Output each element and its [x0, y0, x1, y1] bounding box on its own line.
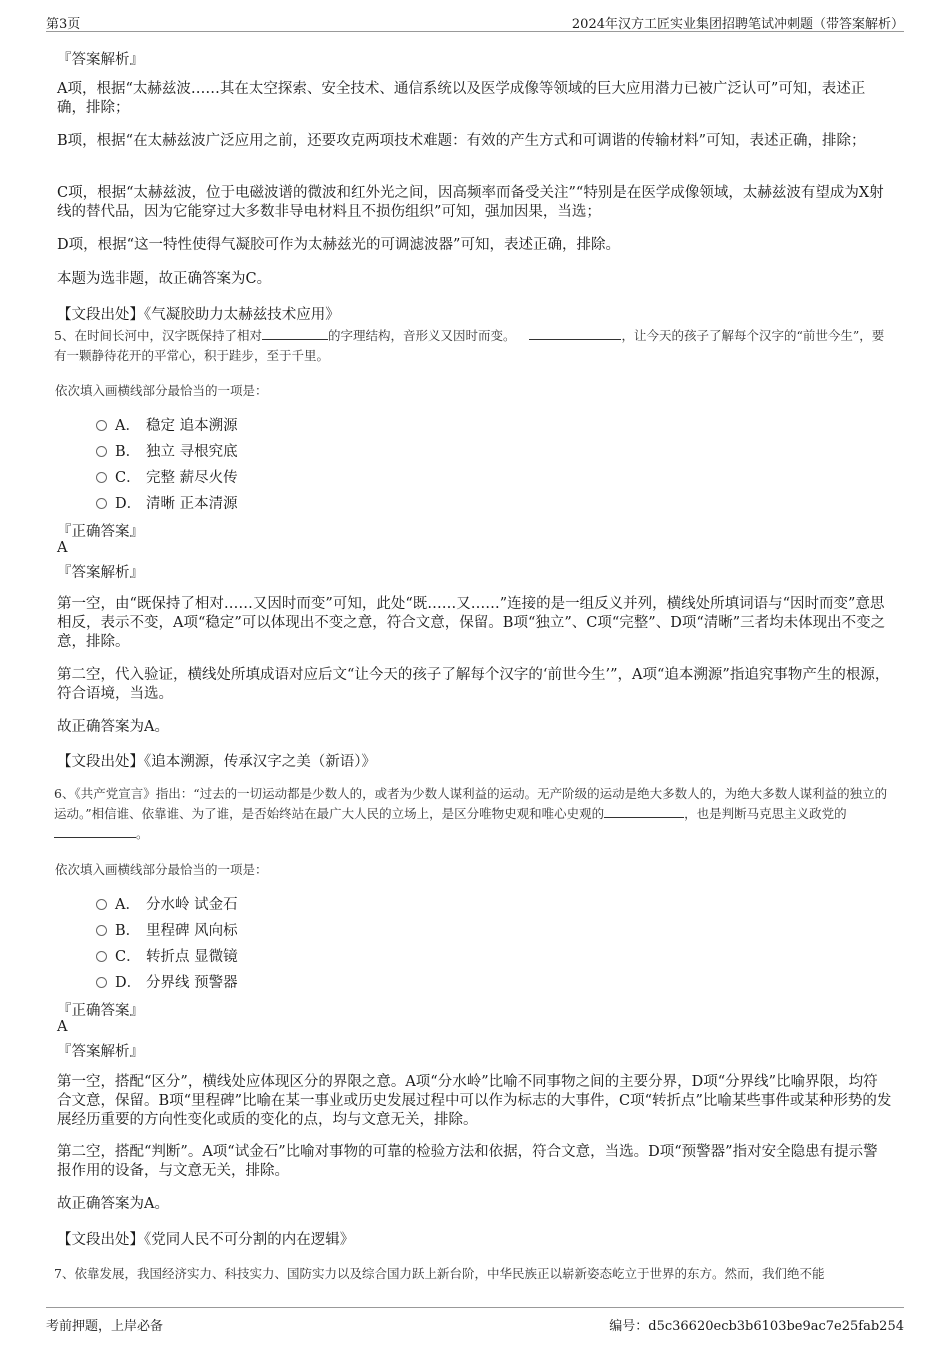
- source-citation: 【文段出处】《党同人民不可分割的内在逻辑》: [57, 1232, 355, 1248]
- analysis-conclusion: 故正确答案为A。: [57, 1196, 169, 1212]
- question-text: 。: [136, 826, 149, 841]
- blank-2: [529, 327, 621, 340]
- analysis-paragraph: 第二空，代入验证，横线处所填成语对应后文“让今天的孩子了解每个汉字的‘前世今生’”，A项“追本溯源”指追究事物产生的根源，符合语境，当选。: [57, 667, 890, 702]
- option-a[interactable]: A． 分水岭 试金石: [96, 892, 238, 914]
- radio-icon[interactable]: [96, 977, 107, 988]
- question-text: ，也是判断马克思主义政党的: [684, 806, 847, 821]
- option-a[interactable]: A． 稳定 追本溯源: [96, 413, 238, 435]
- question-prompt: 依次填入画横线部分最恰当的一项是：: [55, 383, 268, 398]
- footer-slogan: 考前押题，上岸必备: [46, 1319, 164, 1334]
- analysis-paragraph: D项，根据“这一特性使得气凝胶可作为太赫兹光的可调滤波器”可知，表述正确，排除。: [57, 237, 620, 253]
- page-footer: [46, 1307, 904, 1337]
- analysis-paragraph: C项，根据“太赫兹波，位于电磁波谱的微波和红外光之间，因高频率而备受关注”“特别是在医学成像领域，太赫兹波有望成为X射线的替代品，因为它能穿过大多数非导电材料且不损伤组织”可知，强加因果，当选；: [57, 185, 884, 220]
- question-text: ，让今天的孩子了解每个汉字的“前世今生”，要有一颗静待花开的平常心，积于跬步，至于千里。: [54, 328, 885, 363]
- correct-answer: A: [57, 540, 68, 556]
- question-text: 的字理结构，音形义又因时而变。: [327, 328, 516, 343]
- page-number: 第3页: [46, 17, 81, 32]
- radio-icon[interactable]: [96, 951, 107, 962]
- document-title: 2024年汉方工匠实业集团招聘笔试冲刺题（带答案解析）: [571, 17, 904, 32]
- radio-icon[interactable]: [96, 446, 107, 457]
- option-c[interactable]: C． 转折点 显微镜: [96, 944, 238, 966]
- question-7-stem: 7、依靠发展，我国经济实力、科技实力、国防实力以及综合国力跃上新台阶，中华民族正以崭新姿态屹立于世界的东方。然而，我们绝不能: [54, 1266, 825, 1281]
- blank-1: [604, 805, 684, 818]
- analysis-conclusion: 故正确答案为A。: [57, 719, 169, 735]
- analysis-paragraph: B项，根据“在太赫兹波广泛应用之前，还要攻克两项技术难题：有效的产生方式和可调谐的传输材料”可知，表述正确，排除；: [57, 133, 866, 149]
- analysis-label: 『答案解析』: [57, 1044, 144, 1060]
- option-b[interactable]: B． 独立 寻根究底: [96, 439, 238, 461]
- radio-icon[interactable]: [96, 925, 107, 936]
- radio-icon[interactable]: [96, 498, 107, 509]
- option-b[interactable]: B． 里程碑 风向标: [96, 918, 238, 940]
- radio-icon[interactable]: [96, 420, 107, 431]
- option-d[interactable]: D． 清晰 正本清源: [96, 491, 238, 513]
- radio-icon[interactable]: [96, 472, 107, 483]
- option-c[interactable]: C． 完整 薪尽火传: [96, 465, 238, 487]
- analysis-label: 『答案解析』: [57, 565, 144, 581]
- correct-answer-label: 『正确答案』: [57, 524, 144, 540]
- analysis-label: 『答案解析』: [57, 52, 144, 68]
- question-prompt: 依次填入画横线部分最恰当的一项是：: [55, 862, 268, 877]
- question-text: 6、《共产党宣言》指出：“过去的一切运动都是少数人的，或者为少数人谋利益的运动。无产阶级的运动是绝大多数人的，为绝大多数人谋利益的独立的运动。”相信谁、依靠谁、为了谁，是否始终站在最广大人民的立场上，是区分唯物史观和唯心史观的: [54, 786, 888, 821]
- question-text: 5、在时间长河中，汉字既保持了相对: [54, 328, 262, 343]
- question-6-stem: [54, 784, 894, 844]
- analysis-paragraph: 第一空，搭配“区分”，横线处应体现区分的界限之意。A项“分水岭”比喻不同事物之间的主要分界，D项“分界线”比喻界限，均符合文意，保留。B项“里程碑”比喻在某一事业或历史发展过程中可以作为标志的大事件，C项“转折点”比喻某些事件或某种形势的发展经历重要的方向性变化或质的变化的点，均与文意无关，排除。: [57, 1074, 892, 1128]
- analysis-paragraph: A项，根据“太赫兹波……其在太空探索、安全技术、通信系统以及医学成像等领域的巨大应用潜力已被广泛认可”可知，表述正确，排除；: [57, 81, 866, 116]
- analysis-paragraph: 第二空，搭配“判断”。A项“试金石”比喻对事物的可靠的检验方法和依据，符合文意，当选。D项“预警器”指对安全隐患有提示警报作用的设备，与文意无关，排除。: [57, 1144, 878, 1179]
- document-code: 编号：d5c36620ecb3b6103be9ac7e25fab254: [609, 1319, 904, 1334]
- source-citation: 【文段出处】《追本溯源，传承汉字之美（新语）》: [57, 754, 376, 770]
- analysis-conclusion: 本题为选非题，故正确答案为C。: [57, 271, 272, 287]
- source-citation: 【文段出处】《气凝胶助力太赫兹技术应用》: [57, 307, 340, 323]
- option-d[interactable]: D． 分界线 预警器: [96, 970, 238, 992]
- blank-1: [262, 327, 328, 340]
- blank-2: [54, 825, 136, 838]
- question-5-stem: [54, 326, 894, 366]
- analysis-paragraph: 第一空，由“既保持了相对……又因时而变”可知，此处“既……又……”连接的是一组反义并列，横线处所填词语与“因时而变”意思相反，表示不变，A项“稳定”可以体现出不变之意，符合文意，保留。B项“独立”、C项“完整”、D项“清晰”三者均未体现出不变之意，排除。: [57, 596, 886, 650]
- page-header: [46, 10, 904, 32]
- radio-icon[interactable]: [96, 899, 107, 910]
- correct-answer-label: 『正确答案』: [57, 1003, 144, 1019]
- correct-answer: A: [57, 1019, 68, 1035]
